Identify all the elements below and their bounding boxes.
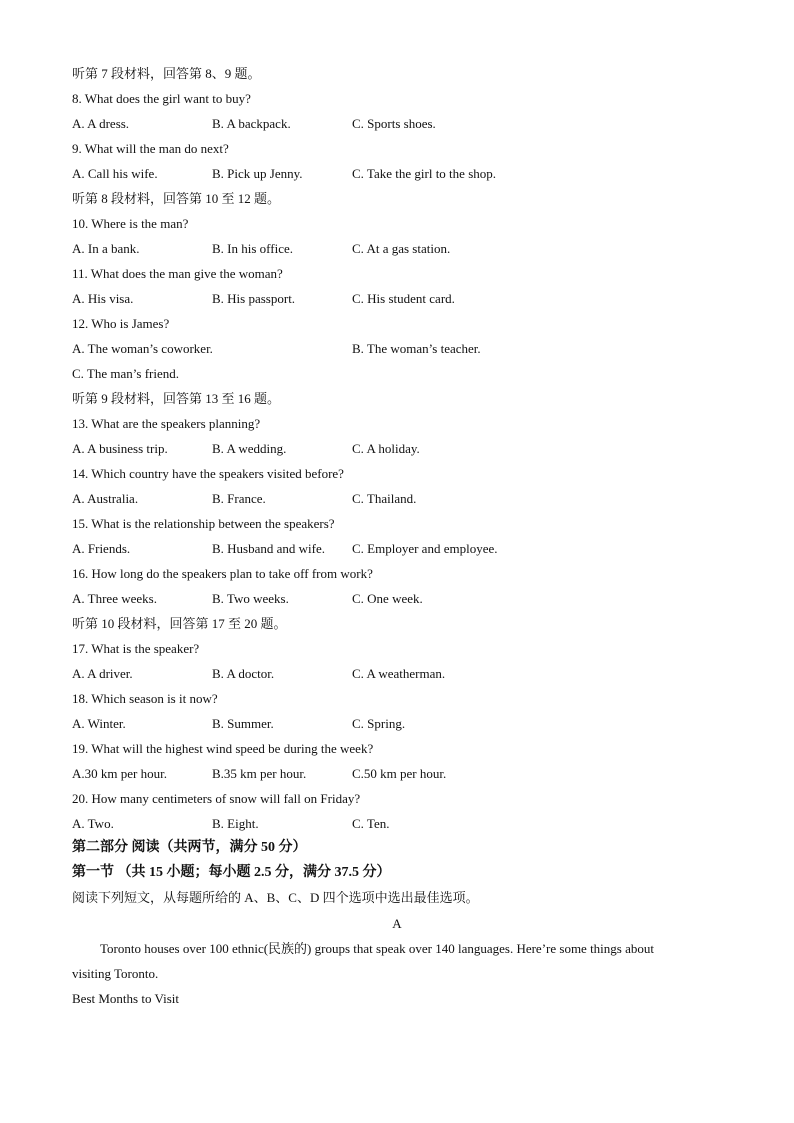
passage-paragraph-line-1: Toronto houses over 100 ethnic(民族的) groups that speak over 140 languages. Here’re some things about	[100, 941, 654, 956]
question-15: 15. What is the relationship between the speakers?	[72, 516, 335, 531]
q18-option-c: C. Spring.	[352, 716, 406, 731]
q15-option-c: C. Employer and employee.	[352, 541, 498, 556]
passage-paragraph-line-2: visiting Toronto.	[72, 966, 159, 981]
question-11: 11. What does the man give the woman?	[72, 266, 283, 281]
q17-option-c: C. A weatherman.	[352, 666, 446, 681]
question-16: 16. How long do the speakers plan to take off from work?	[72, 566, 373, 581]
question-12: 12. Who is James?	[72, 316, 170, 331]
q19-option-a: A.30 km per hour.	[72, 766, 167, 781]
passage-letter: A	[392, 916, 402, 931]
q12-option-c: C. The man’s friend.	[72, 366, 179, 381]
q16-option-b: B. Two weeks.	[212, 591, 289, 606]
q16-option-a: A. Three weeks.	[72, 591, 157, 606]
question-20: 20. How many centimeters of snow will fall on Friday?	[72, 791, 361, 806]
q13-option-a: A. A business trip.	[72, 441, 168, 456]
question-18: 18. Which season is it now?	[72, 691, 218, 706]
q18-option-a: A. Winter.	[72, 716, 126, 731]
reading-instruction: 阅读下列短文，从每题所给的 A、B、C、D 四个选项中选出最佳选项。	[72, 890, 479, 905]
q11-option-b: B. His passport.	[212, 291, 296, 306]
q10-option-b: B. In his office.	[212, 241, 293, 256]
q20-option-b: B. Eight.	[212, 816, 259, 831]
q8-option-a: A. A dress.	[72, 116, 130, 131]
section-one-heading: 第一节 （共 15 小题；每小题 2.5 分，满分 37.5 分）	[72, 865, 391, 880]
q19-option-c: C.50 km per hour.	[352, 766, 447, 781]
question-9: 9. What will the man do next?	[72, 141, 229, 156]
q16-option-c: C. One week.	[352, 591, 423, 606]
question-19: 19. What will the highest wind speed be during the week?	[72, 741, 374, 756]
q13-option-b: B. A wedding.	[212, 441, 287, 456]
q10-option-c: C. At a gas station.	[352, 241, 451, 256]
section-instruction-7: 听第 7 段材料，回答第 8、9 题。	[72, 66, 261, 81]
q17-option-a: A. A driver.	[72, 666, 133, 681]
q8-option-b: B. A backpack.	[212, 116, 291, 131]
q14-option-c: C. Thailand.	[352, 491, 417, 506]
q15-option-b: B. Husband and wife.	[212, 541, 326, 556]
q11-option-c: C. His student card.	[352, 291, 455, 306]
q9-option-a: A. Call his wife.	[72, 166, 158, 181]
section-instruction-9: 听第 9 段材料，回答第 13 至 16 题。	[72, 391, 281, 406]
q14-option-b: B. France.	[212, 491, 266, 506]
q19-option-b: B.35 km per hour.	[212, 766, 307, 781]
q18-option-b: B. Summer.	[212, 716, 274, 731]
q11-option-a: A. His visa.	[72, 291, 134, 306]
q12-option-a: A. The woman’s coworker.	[72, 341, 213, 356]
q12-option-b: B. The woman’s teacher.	[352, 341, 481, 356]
q13-option-c: C. A holiday.	[352, 441, 420, 456]
q10-option-a: A. In a bank.	[72, 241, 140, 256]
section-instruction-8: 听第 8 段材料，回答第 10 至 12 题。	[72, 191, 281, 206]
q17-option-b: B. A doctor.	[212, 666, 275, 681]
q9-option-c: C. Take the girl to the shop.	[352, 166, 496, 181]
q20-option-c: C. Ten.	[352, 816, 390, 831]
question-13: 13. What are the speakers planning?	[72, 416, 261, 431]
q8-option-c: C. Sports shoes.	[352, 116, 436, 131]
section-instruction-10: 听第 10 段材料，回答第 17 至 20 题。	[72, 616, 287, 631]
q14-option-a: A. Australia.	[72, 491, 139, 506]
question-14: 14. Which country have the speakers visited before?	[72, 466, 344, 481]
passage-subheading: Best Months to Visit	[72, 991, 179, 1006]
question-10: 10. Where is the man?	[72, 216, 189, 231]
part-two-heading: 第二部分 阅读（共两节，满分 50 分）	[72, 840, 307, 855]
q9-option-b: B. Pick up Jenny.	[212, 166, 303, 181]
q20-option-a: A. Two.	[72, 816, 114, 831]
question-17: 17. What is the speaker?	[72, 641, 200, 656]
q15-option-a: A. Friends.	[72, 541, 131, 556]
question-8: 8. What does the girl want to buy?	[72, 91, 251, 106]
